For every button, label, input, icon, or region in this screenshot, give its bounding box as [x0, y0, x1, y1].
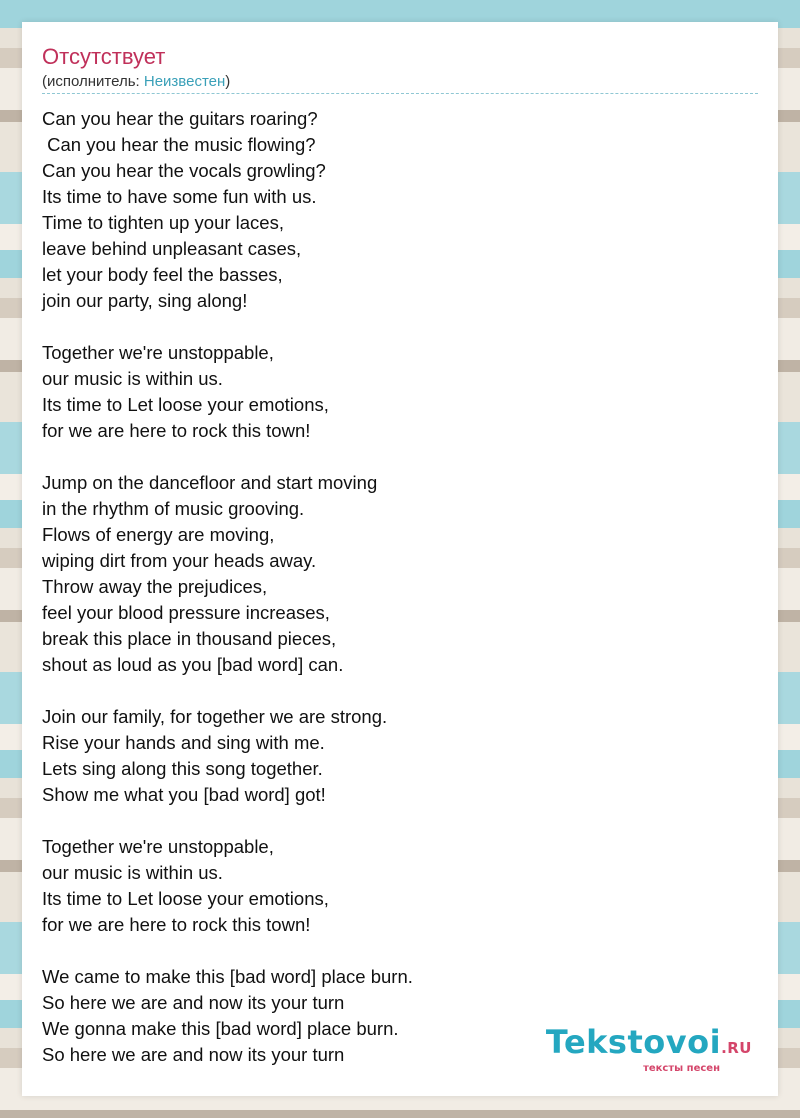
- lyric-line: Lets sing along this song together.: [42, 758, 323, 779]
- lyric-line: Time to tighten up your laces,: [42, 212, 284, 233]
- lyric-line: So here we are and now its your turn: [42, 1044, 345, 1065]
- artist-suffix: ): [225, 73, 231, 90]
- title-divider: [42, 93, 758, 94]
- lyric-line: wiping dirt from your heads away.: [42, 550, 317, 571]
- stanza-gap: [42, 314, 742, 340]
- lyric-line: join our party, sing along!: [42, 290, 248, 311]
- lyric-line: our music is within us.: [42, 862, 223, 883]
- lyric-line: Together we're unstoppable,: [42, 342, 274, 363]
- lyric-line: We gonna make this [bad word] place burn.: [42, 1018, 399, 1039]
- stanza-gap: [42, 808, 742, 834]
- site-logo[interactable]: [546, 1025, 752, 1074]
- stanza-gap: [42, 938, 742, 964]
- lyric-line: leave behind unpleasant cases,: [42, 238, 302, 259]
- song-title: Отсутствует: [42, 44, 166, 69]
- lyric-line: Jump on the dancefloor and start moving: [42, 472, 378, 493]
- lyric-line: feel your blood pressure increases,: [42, 602, 330, 623]
- artist-line: [42, 73, 230, 91]
- lyric-line: break this place in thousand pieces,: [42, 628, 337, 649]
- lyrics-body: [42, 106, 742, 1068]
- lyric-line: Can you hear the music flowing?: [42, 134, 316, 155]
- lyric-line: We came to make this [bad word] place burn.: [42, 966, 413, 987]
- lyric-line: Can you hear the guitars roaring?: [42, 108, 318, 129]
- lyric-line: Throw away the prejudices,: [42, 576, 268, 597]
- stanza-gap: [42, 444, 742, 470]
- lyric-line: Join our family, for together we are strong.: [42, 706, 388, 727]
- lyric-line: Can you hear the vocals growling?: [42, 160, 326, 181]
- lyric-line: So here we are and now its your turn: [42, 992, 345, 1013]
- logo-wordmark: [546, 1025, 752, 1065]
- lyric-line: shout as loud as you [bad word] can.: [42, 654, 344, 675]
- stanza-gap: [42, 678, 742, 704]
- artist-prefix: (исполнитель:: [42, 73, 144, 90]
- lyric-line: Its time to have some fun with us.: [42, 186, 317, 207]
- logo-name: Tekstovoi: [545, 1023, 722, 1061]
- lyric-line: our music is within us.: [42, 368, 223, 389]
- lyrics-sheet: [22, 22, 778, 1096]
- lyric-line: Its time to Let loose your emotions,: [42, 394, 329, 415]
- lyric-line: let your body feel the basses,: [42, 264, 283, 285]
- lyric-line: Together we're unstoppable,: [42, 836, 274, 857]
- logo-tagline: тексты песен: [643, 1063, 720, 1074]
- lyric-line: Flows of energy are moving,: [42, 524, 275, 545]
- lyric-line: for we are here to rock this town!: [42, 914, 311, 935]
- lyric-line: Show me what you [bad word] got!: [42, 784, 326, 805]
- lyric-line: Its time to Let loose your emotions,: [42, 888, 329, 909]
- lyric-line: Rise your hands and sing with me.: [42, 732, 325, 753]
- lyric-line: for we are here to rock this town!: [42, 420, 311, 441]
- logo-tld: .RU: [721, 1039, 752, 1057]
- lyric-line: in the rhythm of music grooving.: [42, 498, 305, 519]
- artist-link[interactable]: Неизвестен: [143, 73, 226, 90]
